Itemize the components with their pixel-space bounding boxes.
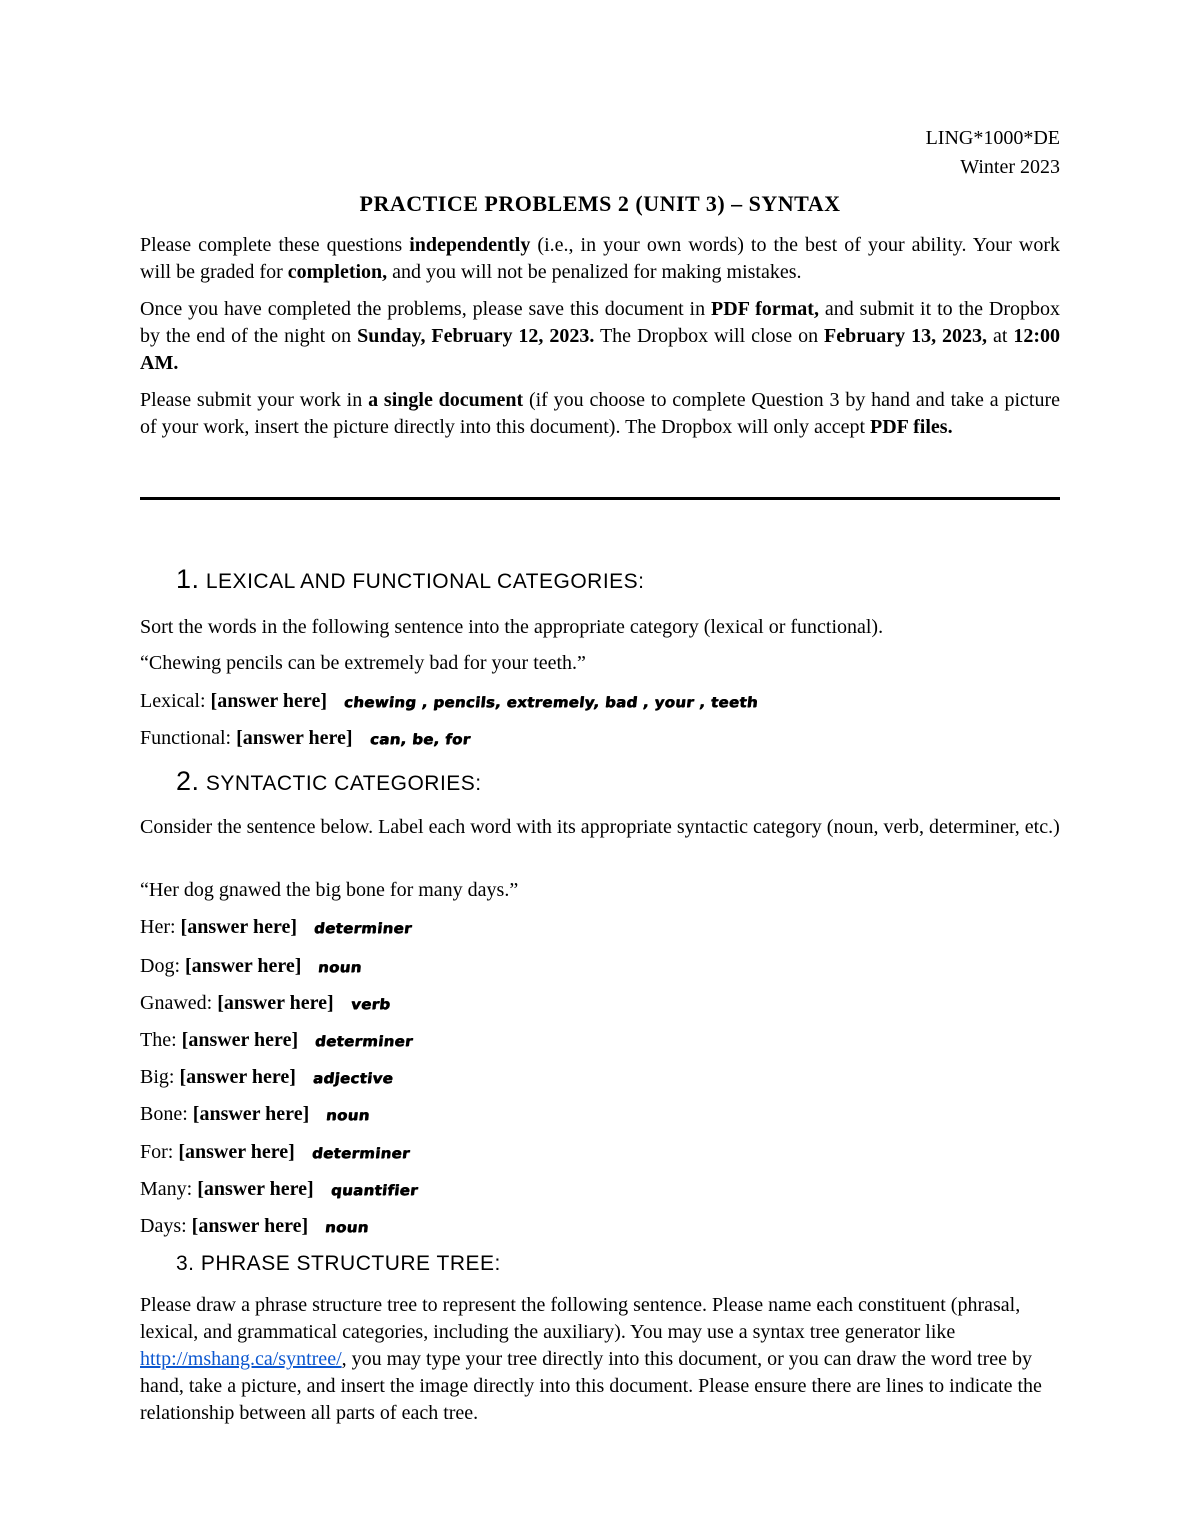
answer-placeholder: [answer here] xyxy=(236,727,353,749)
section-2-heading: 2. SYNTACTIC CATEGORIES: xyxy=(176,766,482,796)
answer-placeholder: [answer here] xyxy=(192,1103,310,1125)
handwritten-answer: can, be, for xyxy=(368,730,471,748)
category-answer-row xyxy=(140,990,390,1018)
course-header xyxy=(926,124,1060,182)
answer-placeholder: [answer here] xyxy=(181,1029,299,1051)
answer-placeholder: [answer here] xyxy=(185,955,302,977)
section-3-heading: 3. PHRASE STRUCTURE TREE: xyxy=(176,1252,501,1275)
handwritten-answer: noun xyxy=(317,958,363,976)
handwritten-answer: determiner xyxy=(310,1144,411,1162)
functional-answer-row xyxy=(140,725,470,753)
handwritten-answer: determiner xyxy=(314,1032,414,1050)
handwritten-answer: chewing , pencils, extremely, bad , your , teeth xyxy=(343,693,759,711)
word-label: Many: xyxy=(140,1178,193,1200)
word-label: Bone: xyxy=(140,1103,188,1125)
section-2-instruction: Consider the sentence below. Label each word with its appropriate syntactic category (noun, verb, determiner, etc.) xyxy=(140,816,1060,838)
lexical-answer-row xyxy=(140,688,758,716)
intro-block xyxy=(140,232,1060,451)
category-answer-row xyxy=(140,914,412,942)
category-answer-row xyxy=(140,1213,369,1241)
word-label: The: xyxy=(140,1029,177,1051)
answer-placeholder: [answer here] xyxy=(180,916,298,938)
intro-paragraph-3: Please submit your work in a single document (if you choose to complete Question 3 by hand and take a picture of your work, insert the picture directly into this document). The Dropbox will only accept PDF files. xyxy=(140,389,1060,438)
category-answer-row xyxy=(140,1101,370,1129)
answer-placeholder: [answer here] xyxy=(191,1215,309,1237)
horizontal-divider xyxy=(140,497,1060,500)
answer-placeholder: [answer here] xyxy=(210,690,327,712)
handwritten-answer: noun xyxy=(325,1106,371,1124)
section-2-sentence: “Her dog gnawed the big bone for many days.” xyxy=(140,879,519,901)
functional-label: Functional: xyxy=(140,727,232,749)
section-1-sentence: “Chewing pencils can be extremely bad for your teeth.” xyxy=(140,652,586,674)
category-answer-row xyxy=(140,953,362,981)
word-label: Dog: xyxy=(140,955,180,977)
category-answer-row xyxy=(140,1027,413,1055)
intro-paragraph-2: Once you have completed the problems, please save this document in PDF format, and submit it to the Dropbox by the end of the night on Sunday, February 12, 2023. The Dropbox will close on February 13, 2023, at 12:00 AM. xyxy=(140,298,1060,374)
category-answer-row xyxy=(140,1139,410,1167)
syntree-link[interactable]: http://mshang.ca/syntree/ xyxy=(140,1348,342,1370)
handwritten-answer: adjective xyxy=(312,1069,394,1087)
lexical-label: Lexical: xyxy=(140,690,206,712)
handwritten-answer: verb xyxy=(349,995,391,1013)
section-1-instruction: Sort the words in the following sentence into the appropriate category (lexical or functional). xyxy=(140,616,884,638)
word-label: Gnawed: xyxy=(140,992,213,1014)
answer-placeholder: [answer here] xyxy=(217,992,334,1014)
word-label: For: xyxy=(140,1141,174,1163)
answer-placeholder: [answer here] xyxy=(197,1178,314,1200)
word-label: Big: xyxy=(140,1066,175,1088)
category-answer-row xyxy=(140,1064,393,1092)
section-1-heading: 1. LEXICAL AND FUNCTIONAL CATEGORIES: xyxy=(176,564,645,594)
document-title: PRACTICE PROBLEMS 2 (UNIT 3) – SYNTAX xyxy=(359,191,841,216)
course-term: Winter 2023 xyxy=(960,156,1060,178)
section-3-instruction: Please draw a phrase structure tree to represent the following sentence. Please name each constituent (phrasal, lexical, and grammatical categories, including the auxiliary). You may use a syntax tree generator like http://mshang.ca/syntree/, you may type your tree directly into this document, or you can draw the word tree by hand, take a picture, and insert the image directly into this document. Please ensure there are lines to indicate the relationship between all parts of each tree. xyxy=(140,1294,1042,1424)
answer-placeholder: [answer here] xyxy=(179,1066,296,1088)
handwritten-answer: determiner xyxy=(313,919,413,937)
word-label: Days: xyxy=(140,1215,187,1237)
handwritten-answer: quantifier xyxy=(329,1181,419,1199)
category-answer-row xyxy=(140,1176,417,1204)
handwritten-answer: noun xyxy=(324,1218,370,1236)
answer-placeholder: [answer here] xyxy=(178,1141,295,1163)
word-label: Her: xyxy=(140,916,176,938)
intro-paragraph-1: Please complete these questions independently (i.e., in your own words) to the best of your ability. Your work will be graded for completion, and you will not be penalized for making mistakes. xyxy=(140,234,1060,283)
course-code: LING*1000*DE xyxy=(925,127,1060,149)
